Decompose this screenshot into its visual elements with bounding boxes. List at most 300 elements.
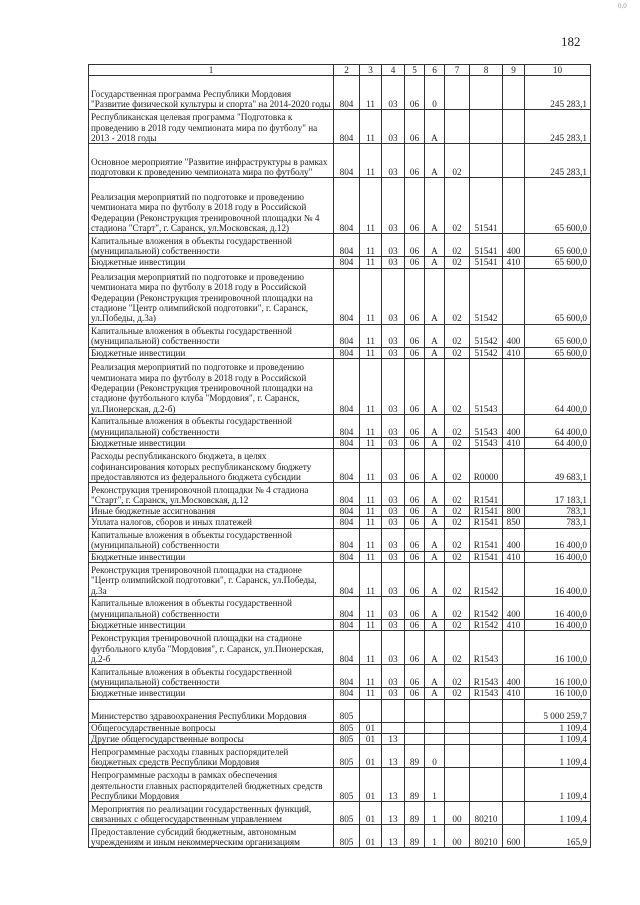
code-cell: 51542 (470, 268, 503, 324)
table-row (89, 506, 591, 517)
header-cell: 3 (360, 65, 382, 76)
code-cell: 06 (405, 449, 425, 483)
code-cell (503, 110, 525, 144)
code-cell: 804 (334, 483, 360, 506)
amount-cell: 1 109,4 (525, 733, 591, 744)
code-cell: 02 (445, 688, 470, 699)
code-cell (470, 144, 503, 178)
code-cell: 13 (382, 825, 405, 848)
code-cell: 01 (360, 745, 382, 768)
code-cell: 89 (405, 745, 425, 768)
code-cell: R1542 (470, 620, 503, 631)
code-cell: R1543 (470, 688, 503, 699)
code-cell: 804 (334, 437, 360, 448)
code-cell: 02 (445, 234, 470, 257)
amount-cell: 49 683,1 (525, 449, 591, 483)
amount-cell: 65 600,0 (525, 234, 591, 257)
table-row (89, 76, 591, 110)
code-cell (503, 358, 525, 414)
code-cell: 804 (334, 257, 360, 268)
code-cell: 804 (334, 631, 360, 665)
table-row (89, 768, 591, 802)
code-cell (470, 699, 503, 722)
code-cell: 03 (382, 110, 405, 144)
row-name-cell: Мероприятия по реализации государственных функций, связанных с общегосударственным управлением (89, 802, 334, 825)
code-cell: А (425, 347, 445, 358)
code-cell: 06 (405, 347, 425, 358)
code-cell: 06 (405, 665, 425, 688)
code-cell (470, 76, 503, 110)
table-row (89, 631, 591, 665)
row-name-cell: Капитальные вложения в объекты государственной (муниципальной) собственности (89, 324, 334, 347)
table-row (89, 745, 591, 768)
code-cell: 805 (334, 699, 360, 722)
code-cell: А (425, 528, 445, 551)
code-cell: 06 (405, 324, 425, 347)
code-cell: 80210 (470, 802, 503, 825)
code-cell: R1542 (470, 563, 503, 597)
table-row (89, 528, 591, 551)
code-cell: 400 (503, 414, 525, 437)
code-cell: 03 (382, 528, 405, 551)
code-cell: А (425, 563, 445, 597)
code-cell: 06 (405, 631, 425, 665)
code-cell: 400 (503, 324, 525, 347)
code-cell (503, 733, 525, 744)
code-cell: 02 (445, 620, 470, 631)
code-cell: 06 (405, 620, 425, 631)
code-cell: 02 (445, 144, 470, 178)
code-cell: 02 (445, 517, 470, 528)
code-cell: 02 (445, 483, 470, 506)
code-cell (503, 768, 525, 802)
code-cell: 11 (360, 178, 382, 234)
amount-cell: 64 400,0 (525, 414, 591, 437)
code-cell: 1 (425, 802, 445, 825)
code-cell: 600 (503, 825, 525, 848)
code-cell (503, 144, 525, 178)
code-cell (503, 631, 525, 665)
code-cell: 06 (405, 597, 425, 620)
code-cell: 03 (382, 178, 405, 234)
amount-cell: 64 400,0 (525, 358, 591, 414)
row-name-cell: Реконструкция тренировочной площадки на стадионе "Центр олимпийской подготовки", г. Саранск, ул.Победы, д.3а (89, 563, 334, 597)
header-cell: 4 (382, 65, 405, 76)
code-cell: 01 (360, 802, 382, 825)
code-cell: 804 (334, 324, 360, 347)
amount-cell: 16 100,0 (525, 631, 591, 665)
amount-cell: 65 600,0 (525, 178, 591, 234)
code-cell: 805 (334, 768, 360, 802)
code-cell: 400 (503, 597, 525, 620)
code-cell: 11 (360, 506, 382, 517)
code-cell: 06 (405, 234, 425, 257)
code-cell: 03 (382, 506, 405, 517)
code-cell: 02 (445, 324, 470, 347)
amount-cell: 5 000 259,7 (525, 699, 591, 722)
code-cell: 11 (360, 483, 382, 506)
code-cell: 02 (445, 449, 470, 483)
code-cell: 805 (334, 802, 360, 825)
row-name-cell: Бюджетные инвестиции (89, 688, 334, 699)
code-cell: 400 (503, 665, 525, 688)
code-cell: R1542 (470, 597, 503, 620)
row-name-cell: Реконструкция тренировочной площадки № 4 стадиона "Старт", г. Саранск, ул.Московская, д.12 (89, 483, 334, 506)
code-cell: 03 (382, 517, 405, 528)
code-cell (445, 110, 470, 144)
code-cell: 0 (425, 76, 445, 110)
header-cell: 10 (525, 65, 591, 76)
code-cell: 03 (382, 324, 405, 347)
code-cell (470, 110, 503, 144)
amount-cell: 245 283,1 (525, 110, 591, 144)
code-cell: А (425, 414, 445, 437)
code-cell: 89 (405, 825, 425, 848)
code-cell: 01 (360, 768, 382, 802)
code-cell: 06 (405, 437, 425, 448)
code-cell: 11 (360, 528, 382, 551)
code-cell: 804 (334, 506, 360, 517)
row-name-cell: Непрограммные расходы в рамках обеспечения деятельности главных распорядителей бюджетных средств Республики Мордовия (89, 768, 334, 802)
code-cell: 06 (405, 268, 425, 324)
code-cell: 11 (360, 631, 382, 665)
table-header-row (89, 65, 591, 76)
code-cell: А (425, 234, 445, 257)
code-cell: R1543 (470, 665, 503, 688)
code-cell: 410 (503, 437, 525, 448)
code-cell: 11 (360, 665, 382, 688)
code-cell: 11 (360, 563, 382, 597)
code-cell: 03 (382, 597, 405, 620)
table-row (89, 517, 591, 528)
code-cell: 804 (334, 76, 360, 110)
table-row (89, 551, 591, 562)
code-cell: 11 (360, 347, 382, 358)
code-cell (425, 722, 445, 733)
code-cell: 89 (405, 768, 425, 802)
code-cell: 01 (360, 825, 382, 848)
code-cell: R1543 (470, 631, 503, 665)
code-cell (382, 699, 405, 722)
code-cell: 06 (405, 563, 425, 597)
row-name-cell: Уплата налогов, сборов и иных платежей (89, 517, 334, 528)
code-cell: А (425, 597, 445, 620)
amount-cell: 1 109,4 (525, 768, 591, 802)
amount-cell: 783,1 (525, 517, 591, 528)
table-row (89, 268, 591, 324)
header-cell: 7 (445, 65, 470, 76)
code-cell: 06 (405, 551, 425, 562)
amount-cell: 16 100,0 (525, 688, 591, 699)
code-cell: 804 (334, 358, 360, 414)
amount-cell: 1 109,4 (525, 745, 591, 768)
code-cell: А (425, 437, 445, 448)
code-cell: 850 (503, 517, 525, 528)
code-cell: R1541 (470, 483, 503, 506)
code-cell: 11 (360, 324, 382, 347)
code-cell (445, 745, 470, 768)
row-name-cell: Бюджетные инвестиции (89, 620, 334, 631)
code-cell (470, 733, 503, 744)
code-cell: 13 (382, 733, 405, 744)
amount-cell: 16 400,0 (525, 528, 591, 551)
amount-cell: 1 109,4 (525, 722, 591, 733)
code-cell (425, 733, 445, 744)
code-cell: 03 (382, 620, 405, 631)
code-cell: 804 (334, 688, 360, 699)
code-cell: 0 (425, 745, 445, 768)
code-cell: 06 (405, 414, 425, 437)
code-cell: 01 (360, 722, 382, 733)
table-row (89, 688, 591, 699)
amount-cell: 1 109,4 (525, 802, 591, 825)
table-row (89, 437, 591, 448)
code-cell (445, 768, 470, 802)
code-cell: 02 (445, 665, 470, 688)
code-cell: R0000 (470, 449, 503, 483)
code-cell: 11 (360, 437, 382, 448)
code-cell: 03 (382, 358, 405, 414)
code-cell: 51541 (470, 178, 503, 234)
code-cell: 89 (405, 802, 425, 825)
code-cell: А (425, 110, 445, 144)
code-cell: 06 (405, 506, 425, 517)
code-cell: 00 (445, 825, 470, 848)
amount-cell: 65 600,0 (525, 347, 591, 358)
code-cell: А (425, 631, 445, 665)
row-name-cell: Республиканская целевая программа "Подготовка к проведению в 2018 году чемпионата мира по футболу" на 2013 - 2018 годы (89, 110, 334, 144)
code-cell: 804 (334, 110, 360, 144)
code-cell: 804 (334, 528, 360, 551)
table-row (89, 699, 591, 722)
row-name-cell: Капитальные вложения в объекты государственной (муниципальной) собственности (89, 665, 334, 688)
code-cell: 06 (405, 528, 425, 551)
code-cell: 02 (445, 506, 470, 517)
code-cell: 51543 (470, 414, 503, 437)
code-cell: А (425, 257, 445, 268)
code-cell: 11 (360, 234, 382, 257)
row-name-cell: Бюджетные инвестиции (89, 551, 334, 562)
code-cell: 804 (334, 665, 360, 688)
table-row (89, 358, 591, 414)
table-row (89, 722, 591, 733)
table-row (89, 620, 591, 631)
row-name-cell: Реализация мероприятий по подготовке и проведению чемпионата мира по футболу в 2018 году в Российской Федерации (Реконструкция тренировочной площадки на стадионе "Центр олимпийской подготовки", г. Саранск, ул.Победы, д.3а) (89, 268, 334, 324)
code-cell: 800 (503, 506, 525, 517)
row-name-cell: Капитальные вложения в объекты государственной (муниципальной) собственности (89, 234, 334, 257)
code-cell: 06 (405, 257, 425, 268)
amount-cell: 64 400,0 (525, 437, 591, 448)
code-cell: 03 (382, 257, 405, 268)
code-cell: 805 (334, 825, 360, 848)
code-cell: 11 (360, 551, 382, 562)
code-cell: 11 (360, 597, 382, 620)
row-name-cell: Бюджетные инвестиции (89, 257, 334, 268)
code-cell: R1541 (470, 551, 503, 562)
code-cell: 11 (360, 449, 382, 483)
code-cell: 400 (503, 528, 525, 551)
code-cell: 804 (334, 234, 360, 257)
table-row (89, 563, 591, 597)
amount-cell: 245 283,1 (525, 144, 591, 178)
code-cell: 804 (334, 517, 360, 528)
amount-cell: 16 400,0 (525, 551, 591, 562)
code-cell: 804 (334, 563, 360, 597)
code-cell: 06 (405, 76, 425, 110)
row-name-cell: Государственная программа Республики Мордовия "Развитие физической культуры и спорта" на 2014-2020 годы (89, 76, 334, 110)
code-cell: 06 (405, 144, 425, 178)
code-cell: 06 (405, 517, 425, 528)
code-cell (503, 699, 525, 722)
code-cell: 03 (382, 347, 405, 358)
code-cell: 1 (425, 768, 445, 802)
header-cell: 2 (334, 65, 360, 76)
code-cell: 805 (334, 745, 360, 768)
amount-cell: 165,9 (525, 825, 591, 848)
code-cell: 410 (503, 257, 525, 268)
code-cell: 804 (334, 597, 360, 620)
row-name-cell: Реконструкция тренировочной площадки на стадионе футбольного клуба "Мордовия", г. Саранск, ул.Пионерская, д.2-б (89, 631, 334, 665)
code-cell: 03 (382, 551, 405, 562)
row-name-cell: Расходы республиканского бюджета, в целях софинансирования которых республиканскому бюджету предоставляются из федерального бюджета субсидии (89, 449, 334, 483)
code-cell: 410 (503, 688, 525, 699)
code-cell: А (425, 517, 445, 528)
code-cell: 03 (382, 631, 405, 665)
code-cell (503, 268, 525, 324)
code-cell: 03 (382, 483, 405, 506)
code-cell: 51541 (470, 257, 503, 268)
table-body (89, 76, 591, 848)
code-cell (470, 768, 503, 802)
code-cell (405, 733, 425, 744)
code-cell: 02 (445, 563, 470, 597)
scan-corner-mark: 0,0 (618, 2, 627, 10)
row-name-cell: Иные бюджетные ассигнования (89, 506, 334, 517)
code-cell: А (425, 620, 445, 631)
code-cell: 13 (382, 745, 405, 768)
code-cell: 804 (334, 551, 360, 562)
code-cell: 13 (382, 768, 405, 802)
code-cell (503, 563, 525, 597)
code-cell: 805 (334, 733, 360, 744)
code-cell: 02 (445, 528, 470, 551)
table-row (89, 257, 591, 268)
code-cell (405, 722, 425, 733)
amount-cell: 16 100,0 (525, 665, 591, 688)
table-row (89, 234, 591, 257)
code-cell: 51541 (470, 234, 503, 257)
code-cell: 02 (445, 551, 470, 562)
amount-cell: 65 600,0 (525, 257, 591, 268)
code-cell (405, 699, 425, 722)
code-cell: А (425, 449, 445, 483)
code-cell: 11 (360, 110, 382, 144)
code-cell: 11 (360, 517, 382, 528)
row-name-cell: Министерство здравоохранения Республики Мордовия (89, 699, 334, 722)
code-cell (445, 722, 470, 733)
code-cell (470, 745, 503, 768)
amount-cell: 783,1 (525, 506, 591, 517)
code-cell: А (425, 483, 445, 506)
table-row (89, 483, 591, 506)
code-cell: 11 (360, 268, 382, 324)
table-row (89, 733, 591, 744)
code-cell (360, 699, 382, 722)
code-cell: 51543 (470, 358, 503, 414)
table-row (89, 597, 591, 620)
amount-cell: 16 400,0 (525, 563, 591, 597)
code-cell: 00 (445, 802, 470, 825)
code-cell: 02 (445, 414, 470, 437)
code-cell: R1541 (470, 506, 503, 517)
code-cell: 11 (360, 620, 382, 631)
code-cell: 11 (360, 76, 382, 110)
code-cell (503, 802, 525, 825)
code-cell: 02 (445, 358, 470, 414)
code-cell (503, 449, 525, 483)
code-cell: 805 (334, 722, 360, 733)
code-cell: А (425, 178, 445, 234)
row-name-cell: Реализация мероприятий по подготовке и проведению чемпионата мира по футболу в 2018 году в Российской Федерации (Реконструкция тренировочной площадки на стадионе футбольного клуба "Мордовия", г. Саранск, ул.Пионерская, д.2-б) (89, 358, 334, 414)
table-row (89, 825, 591, 848)
code-cell (382, 722, 405, 733)
table-row (89, 449, 591, 483)
code-cell: 804 (334, 268, 360, 324)
table-row (89, 414, 591, 437)
row-name-cell: Непрограммные расходы главных распорядителей бюджетных средств Республики Мордовия (89, 745, 334, 768)
code-cell: 06 (405, 110, 425, 144)
code-cell: 02 (445, 631, 470, 665)
table-row (89, 324, 591, 347)
row-name-cell: Реализация мероприятий по подготовке и проведению чемпионата мира по футболу в 2018 году в Российской Федерации (Реконструкция тренировочной площадки № 4 стадиона "Старт", г. Саранск, ул.Московская, д.12) (89, 178, 334, 234)
code-cell: 80210 (470, 825, 503, 848)
budget-table (88, 64, 591, 848)
code-cell: 51543 (470, 437, 503, 448)
code-cell: 01 (360, 733, 382, 744)
code-cell (503, 178, 525, 234)
header-cell: 5 (405, 65, 425, 76)
code-cell: 03 (382, 76, 405, 110)
code-cell: 11 (360, 358, 382, 414)
row-name-cell: Бюджетные инвестиции (89, 437, 334, 448)
code-cell: 804 (334, 144, 360, 178)
page-number: 182 (561, 34, 581, 49)
amount-cell: 16 400,0 (525, 597, 591, 620)
code-cell: 03 (382, 144, 405, 178)
row-name-cell: Капитальные вложения в объекты государственной (муниципальной) собственности (89, 597, 334, 620)
header-cell: 1 (89, 65, 334, 76)
code-cell: R1541 (470, 517, 503, 528)
code-cell (445, 733, 470, 744)
code-cell: 06 (405, 358, 425, 414)
code-cell: 804 (334, 414, 360, 437)
code-cell: 11 (360, 257, 382, 268)
code-cell: 06 (405, 688, 425, 699)
code-cell: 400 (503, 234, 525, 257)
code-cell: 03 (382, 665, 405, 688)
code-cell (503, 745, 525, 768)
table-row (89, 665, 591, 688)
code-cell: 410 (503, 347, 525, 358)
code-cell: R1541 (470, 528, 503, 551)
code-cell: 03 (382, 449, 405, 483)
code-cell: 51542 (470, 324, 503, 347)
amount-cell: 16 400,0 (525, 620, 591, 631)
code-cell: 804 (334, 178, 360, 234)
code-cell (470, 722, 503, 733)
code-cell: 410 (503, 620, 525, 631)
code-cell: 804 (334, 347, 360, 358)
